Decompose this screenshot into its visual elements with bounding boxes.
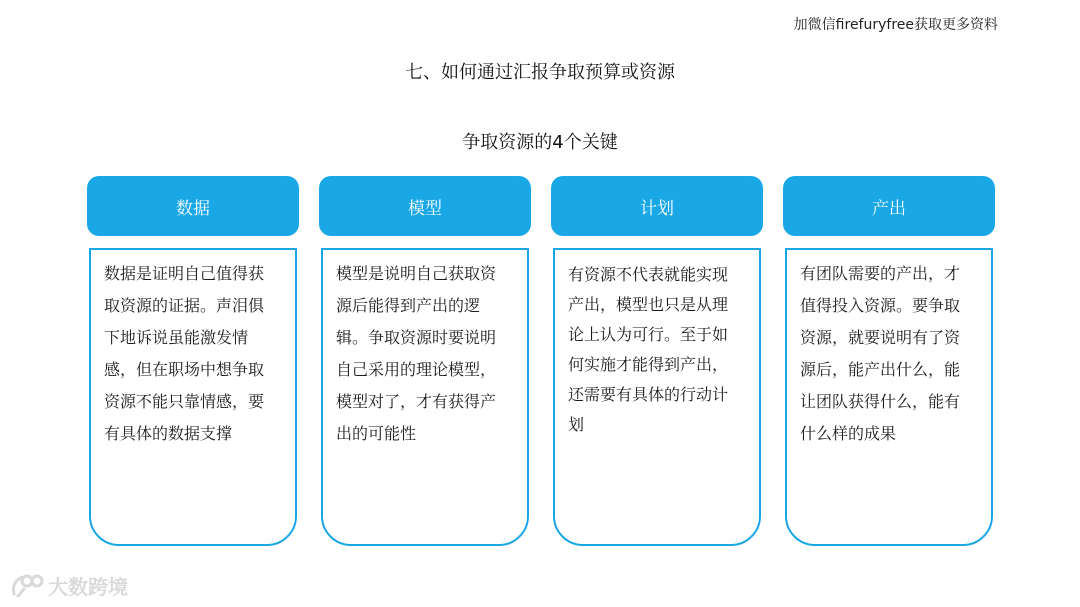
section-subtitle: 争取资源的4个关键 — [462, 132, 618, 153]
card-title: 计划 — [640, 198, 674, 219]
page-title: 七、如何通过汇报争取预算或资源 — [405, 62, 675, 83]
watermark — [10, 571, 128, 600]
card-text: 模型是说明自己获取资源后能得到产出的逻辑。争取资源时要说明自己采用的理论模型，模型对了，才有获得产出的可能性 — [336, 264, 497, 443]
card-header-model — [319, 176, 531, 236]
card-text: 数据是证明自己值得获取资源的证据。声泪俱下地诉说虽能激发情感，但在职场中想争取资源不能只靠情感，要有具体的数据支撑 — [104, 264, 265, 443]
watermark-logo-icon — [10, 572, 44, 600]
wechat-note: 加微信firefuryfree获取更多资料 — [793, 17, 998, 33]
card-title: 产出 — [872, 198, 906, 219]
card-text: 有团队需要的产出，才值得投入资源。要争取资源，就要说明有了资源后，能产出什么，能让团队获得什么，能有什么样的成果 — [800, 264, 961, 443]
card-title: 数据 — [176, 198, 210, 219]
card-title: 模型 — [408, 198, 442, 219]
card-header-data — [87, 176, 299, 236]
watermark-text: 大数跨境 — [48, 575, 128, 599]
card-header-output — [783, 176, 995, 236]
card-text: 有资源不代表就能实现产出，模型也只是从理论上认为可行。至于如何实施才能得到产出，还需要有具体的行动计划 — [568, 265, 729, 434]
card-header-plan — [551, 176, 763, 236]
